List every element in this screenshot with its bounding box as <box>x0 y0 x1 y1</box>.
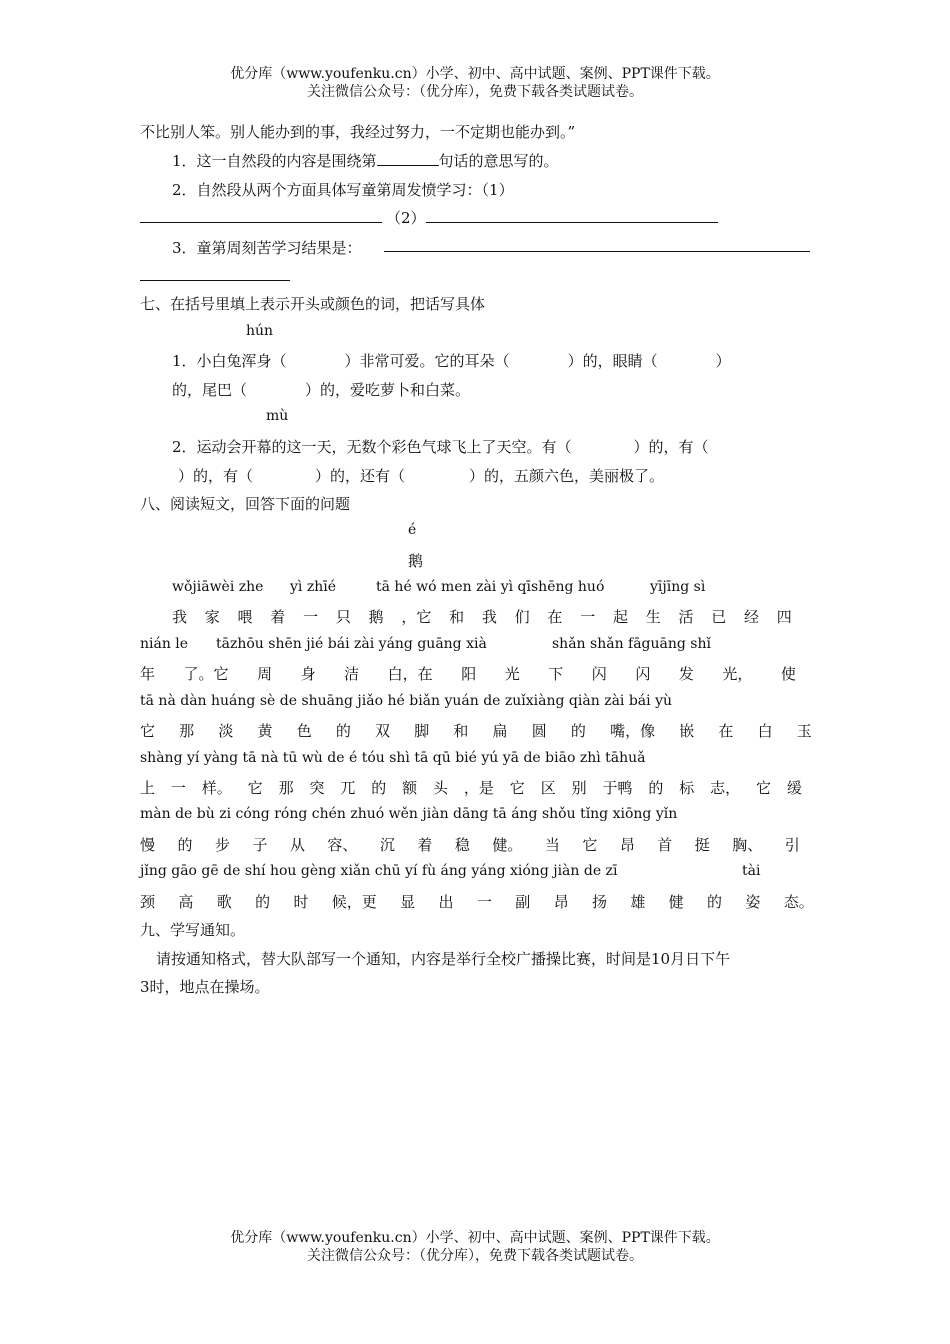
passage-char: 容、 <box>327 836 358 854</box>
passage-char: 黄 <box>257 722 273 740</box>
passage-char: 一 <box>580 608 596 626</box>
passage-char: 额 <box>402 779 418 797</box>
pinyin-row-4: shàng yí yàng tā nà tū wù de é tóu shì tā qū bié yú yā de biāo zhì tāhuǎ <box>140 750 646 766</box>
passage-char: 色 <box>296 722 312 740</box>
text-row-4 <box>140 777 802 798</box>
pinyin-row-1-seg-1: wǒjiāwèi zhe <box>172 579 264 595</box>
passage-char: 活 <box>678 608 694 626</box>
header-line-1: 优分库（www.youfenku.cn）小学、初中、高中试题、案例、PPT课件下载。 <box>230 66 720 82</box>
passage-char: 它 <box>247 779 263 797</box>
passage-char: 高 <box>178 893 194 911</box>
pinyin-row-1-seg-3: tā hé wó men zài yì qīshēng huó <box>376 579 605 595</box>
passage-char: 脚 <box>414 722 430 740</box>
passage-char: 显 <box>400 893 416 911</box>
passage-char: 歌 <box>216 893 232 911</box>
footer-line-1: 优分库（www.youfenku.cn）小学、初中、高中试题、案例、PPT课件下载。 <box>230 1230 720 1246</box>
passage-char: 光 <box>504 665 520 683</box>
passage-char: 和 <box>449 608 465 626</box>
section-7-heading: 七、在括号里填上表示开头或颜色的词，把话写具体 <box>140 295 486 313</box>
question-7-2-line-1 <box>172 436 709 457</box>
pinyin-row-3: tā nà dàn huáng sè de shuāng jiǎo hé biǎn yuán de zuǐxiàng qiàn zài bái yù <box>140 693 672 709</box>
question-6-2-mid: （2） <box>386 209 426 227</box>
q7-1-text-a: 1．小白兔浑身（ <box>172 352 287 370</box>
q7-1-text-f: ）的，爱吃萝卜和白菜。 <box>305 381 471 399</box>
section-8-heading: 八、阅读短文，回答下面的问题 <box>140 495 351 513</box>
passage-char: 在 <box>718 722 734 740</box>
pinyin-row-1-seg-2: yì zhīé <box>290 579 336 595</box>
passage-char: 的 <box>648 779 664 797</box>
q7-2-text-d: ）的，还有（ <box>315 467 406 485</box>
pinyin-mu: mù <box>266 408 289 424</box>
passage-char: 生 <box>645 608 661 626</box>
passage-char: 样。 <box>201 779 232 797</box>
q7-2-text-a: 2．运动会开幕的这一天，无数个彩色气球飞上了天空。有（ <box>172 438 572 456</box>
passage-char: 圆 <box>531 722 547 740</box>
passage-char: 嘴，像 <box>610 722 656 740</box>
passage-char: 候，更 <box>331 893 377 911</box>
q7-1-text-c: ）的，眼睛（ <box>567 352 658 370</box>
passage-char: 志， <box>710 779 741 797</box>
passage-char: 引 <box>784 836 800 854</box>
text-row-5 <box>140 834 800 855</box>
passage-char: 年 <box>140 665 156 683</box>
passage-char: 挺 <box>694 836 710 854</box>
text-row-2 <box>140 663 796 684</box>
passage-char: ，是 <box>463 779 494 797</box>
passage-char: 洁 <box>344 665 360 683</box>
answer-line-6-3b[interactable] <box>140 280 290 281</box>
text-row-1 <box>172 606 792 627</box>
passage-char: 的 <box>707 893 723 911</box>
passage-char: 发 <box>678 665 694 683</box>
notice-instruction-2: 3时，地点在操场。 <box>140 978 270 996</box>
q7-2-text-b: ）的，有（ <box>633 438 709 456</box>
passage-char: 了。它 <box>183 665 229 683</box>
question-6-1-pre: 1．这一自然段的内容是围绕第 <box>172 152 377 170</box>
passage-char: 淡 <box>218 722 234 740</box>
passage-char: 的 <box>371 779 387 797</box>
text-row-3 <box>140 720 812 741</box>
passage-char: 的 <box>570 722 586 740</box>
passage-char: 鹅 <box>368 608 384 626</box>
passage-char: 闪 <box>591 665 607 683</box>
passage-char: 它 <box>582 836 598 854</box>
passage-char: 四 <box>776 608 792 626</box>
passage-char: 闪 <box>635 665 651 683</box>
passage-char: 健。 <box>492 836 523 854</box>
question-6-2: 2．自然段从两个方面具体写童第周发愤学习：（1） <box>172 181 514 199</box>
passage-char: 一 <box>476 893 492 911</box>
question-6-1-post: 句话的意思写的。 <box>438 152 559 170</box>
answer-line-6-3a[interactable] <box>384 251 810 252</box>
q7-1-text-d: ） <box>715 352 731 370</box>
pinyin-row-2-seg-3: shǎn shǎn fāguāng shǐ <box>552 636 711 652</box>
passage-char: 周 <box>257 665 273 683</box>
section-9-heading: 九、学写通知。 <box>140 921 246 939</box>
answer-blank-6-1[interactable] <box>377 150 439 166</box>
passage-char: 和 <box>453 722 469 740</box>
passage-char: 光， <box>722 665 753 683</box>
passage-char: 昂 <box>619 836 635 854</box>
passage-char: 缓 <box>786 779 802 797</box>
passage-char: 那 <box>278 779 294 797</box>
passage-char: 下 <box>548 665 564 683</box>
notice-instruction-1: 请按通知格式，替大队部写一个通知，内容是举行全校广播操比赛，时间是10月日下午 <box>156 950 731 968</box>
passage-char: 当 <box>544 836 560 854</box>
passage-char: 起 <box>612 608 628 626</box>
passage-char: 一 <box>170 779 186 797</box>
answer-line-6-2a[interactable] <box>140 222 382 223</box>
passage-char: 稳 <box>454 836 470 854</box>
passage-char: ，它 <box>401 608 432 626</box>
passage-char: 扁 <box>492 722 508 740</box>
q7-1-text-b: ）非常可爱。它的耳朵（ <box>344 352 510 370</box>
passage-char: 经 <box>744 608 760 626</box>
question-7-2-line-2 <box>178 465 664 486</box>
passage-char: 突 <box>309 779 325 797</box>
passage-char: 已 <box>711 608 727 626</box>
passage-char: 出 <box>438 893 454 911</box>
pinyin-hun: hún <box>246 323 274 339</box>
passage-char: 家 <box>204 608 220 626</box>
passage-char: 身 <box>300 665 316 683</box>
passage-char: 只 <box>335 608 351 626</box>
passage-char: 的 <box>177 836 193 854</box>
q7-2-text-e: ）的，五颜六色，美丽极了。 <box>469 467 665 485</box>
passage-char: 双 <box>375 722 391 740</box>
passage-char: 我 <box>172 608 188 626</box>
question-7-1-line-2 <box>172 379 470 400</box>
question-6-3: 3．童第周刻苦学习结果是： <box>172 239 362 257</box>
passage-char: 从 <box>289 836 305 854</box>
title-pinyin: é <box>408 522 417 538</box>
passage-char: 态。 <box>783 893 814 911</box>
passage-char: 着 <box>417 836 433 854</box>
passage-char: 兀 <box>340 779 356 797</box>
passage-char: 别 <box>571 779 587 797</box>
passage-char: 阳 <box>461 665 477 683</box>
passage-char: 喂 <box>237 608 253 626</box>
passage-char: 玉 <box>796 722 812 740</box>
passage-char: 于鸭 <box>602 779 633 797</box>
passage-char: 沉 <box>379 836 395 854</box>
passage-char: 使 <box>780 665 796 683</box>
q7-2-text-c: ）的，有（ <box>178 467 254 485</box>
passage-char: 白，在 <box>387 665 433 683</box>
pinyin-row-5: màn de bù zi cóng róng chén zhuó wěn jiàn dāng tā áng shǒu tǐng xiōng yǐn <box>140 806 678 822</box>
passage-char: 上 <box>140 779 156 797</box>
question-7-1-line-1 <box>172 350 731 371</box>
passage-char: 子 <box>252 836 268 854</box>
passage-char: 在 <box>547 608 563 626</box>
pinyin-row-6-seg-2: tài <box>742 863 761 879</box>
passage-char: 慢 <box>140 836 156 854</box>
passage-title: 鹅 <box>408 552 424 570</box>
passage-char: 步 <box>214 836 230 854</box>
passage-char: 它 <box>509 779 525 797</box>
header-line-2: 关注微信公众号：（优分库），免费下载各类试题试卷。 <box>307 84 643 100</box>
passage-char: 时 <box>293 893 309 911</box>
passage-char: 昂 <box>553 893 569 911</box>
answer-line-6-2b[interactable] <box>426 222 718 223</box>
text-row-6 <box>140 891 814 912</box>
passage-char: 嵌 <box>679 722 695 740</box>
passage-char: 我 <box>481 608 497 626</box>
passage-char: 区 <box>540 779 556 797</box>
q7-1-text-e: 的，尾巴（ <box>172 381 248 399</box>
pinyin-row-1-seg-4: yījīng sì <box>650 579 706 595</box>
passage-char: 的 <box>255 893 271 911</box>
pinyin-row-2-seg-2: tāzhōu shēn jié bái zài yáng guāng xià <box>216 636 487 652</box>
passage-char: 首 <box>657 836 673 854</box>
passage-char: 它 <box>140 722 156 740</box>
passage-char: 健 <box>668 893 684 911</box>
passage-char: 那 <box>179 722 195 740</box>
passage-char: 们 <box>514 608 530 626</box>
passage-char: 扬 <box>591 893 607 911</box>
passage-char: 着 <box>270 608 286 626</box>
passage-char: 副 <box>515 893 531 911</box>
passage-char: 颈 <box>140 893 156 911</box>
footer-line-2: 关注微信公众号：（优分库），免费下载各类试题试卷。 <box>307 1248 643 1264</box>
passage-char: 白 <box>757 722 773 740</box>
passage-char: 它 <box>756 779 772 797</box>
question-6-1 <box>172 150 559 171</box>
pinyin-row-6-seg-1: jǐng gāo gē de shí hou gèng xiǎn chū yí fù áng yáng xióng jiàn de zī <box>140 863 618 879</box>
passage-continuation: 不比别人笨。别人能办到的事，我经过努力，一不定期也能办到。” <box>140 123 576 141</box>
pinyin-row-2-seg-1: nián le <box>140 636 189 652</box>
passage-char: 胸、 <box>732 836 763 854</box>
passage-char: 标 <box>679 779 695 797</box>
passage-char: 一 <box>303 608 319 626</box>
passage-char: 姿 <box>745 893 761 911</box>
passage-char: 雄 <box>630 893 646 911</box>
passage-char: 的 <box>335 722 351 740</box>
passage-char: 头 <box>433 779 449 797</box>
